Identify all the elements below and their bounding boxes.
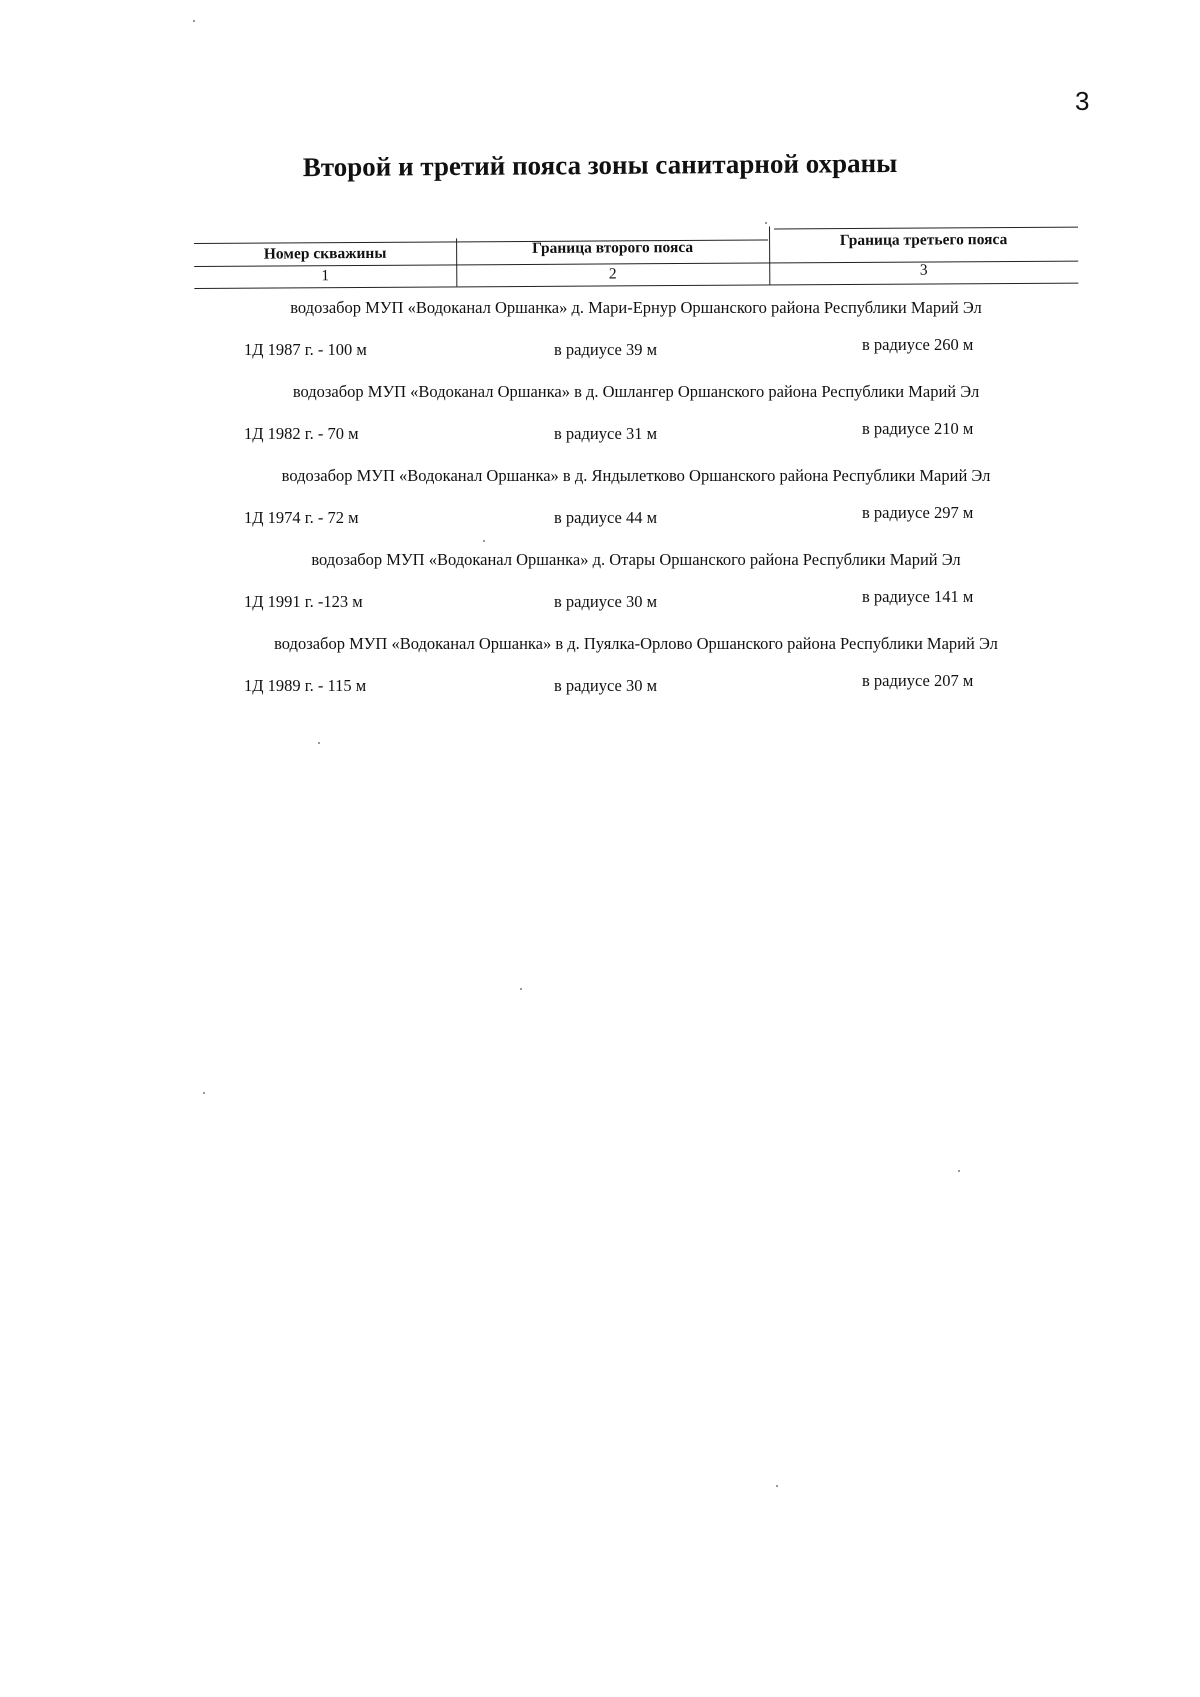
table-header [194,225,1078,290]
scan-speck [193,20,195,22]
scan-speck [483,540,485,542]
table-row [194,419,1078,448]
scan-speck [318,742,320,744]
scan-speck [776,1485,778,1487]
second-zone-cell: в радиусе 30 м [554,592,658,611]
third-zone-cell: в радиусе 297 м [862,503,974,522]
second-zone-cell: в радиусе 44 м [554,508,658,527]
intake-title: водозабор МУП «Водоканал Оршанка» в д. Ошлангер Оршанского района Республики Марий Эл [292,382,980,401]
well-cell: 1Д 1991 г. -123 м [244,592,363,611]
table-row [194,671,1078,700]
list-item [194,298,1078,382]
column-number-3: 3 [919,261,928,279]
well-cell: 1Д 1987 г. - 100 м [244,340,367,359]
second-zone-cell: в радиусе 30 м [554,676,658,695]
third-zone-cell: в радиусе 260 м [862,335,974,354]
intake-title: водозабор МУП «Водоканал Оршанка» в д. Яндылетково Оршанского района Республики Марий Эл [281,466,991,485]
second-zone-cell: в радиусе 31 м [554,424,658,443]
page-number: 3 [1075,86,1090,116]
list-item [194,466,1078,550]
third-zone-cell: в радиусе 207 м [862,671,974,690]
table-top-rule [774,227,1078,230]
list-item [194,550,1078,634]
second-zone-cell: в радиусе 39 м [554,340,658,359]
table-row [194,503,1078,532]
table-body [194,298,1078,718]
column-number-2: 2 [608,265,617,283]
table-row [194,335,1078,364]
intake-title: водозабор МУП «Водоканал Оршанка» д. Мари-Ернур Оршанского района Республики Марий Эл [290,298,982,317]
list-item [194,382,1078,466]
well-cell: 1Д 1982 г. - 70 м [244,424,359,443]
header-second-zone: Граница второго пояса [532,238,694,257]
scan-speck [520,988,522,990]
well-cell: 1Д 1989 г. - 115 м [244,676,367,695]
third-zone-cell: в радиусе 141 м [862,587,974,606]
page-title: Второй и третий пояса зоны санитарной охраны [302,147,898,183]
intake-title: водозабор МУП «Водоканал Оршанка» д. Отары Оршанского района Республики Марий Эл [311,550,961,569]
third-zone-cell: в радиусе 210 м [862,419,974,438]
intake-title: водозабор МУП «Водоканал Оршанка» в д. Пуялка-Орлово Оршанского района Республики Марий Эл [274,634,998,653]
list-item [194,634,1078,718]
well-cell: 1Д 1974 г. - 72 м [244,508,359,527]
table-row [194,587,1078,616]
column-number-1: 1 [321,267,330,285]
scan-speck [765,222,767,224]
header-third-zone: Граница третьего пояса [839,231,1008,250]
scan-speck [203,1092,205,1094]
scan-speck [958,1170,960,1172]
header-well-number: Номер скважины [263,244,387,263]
